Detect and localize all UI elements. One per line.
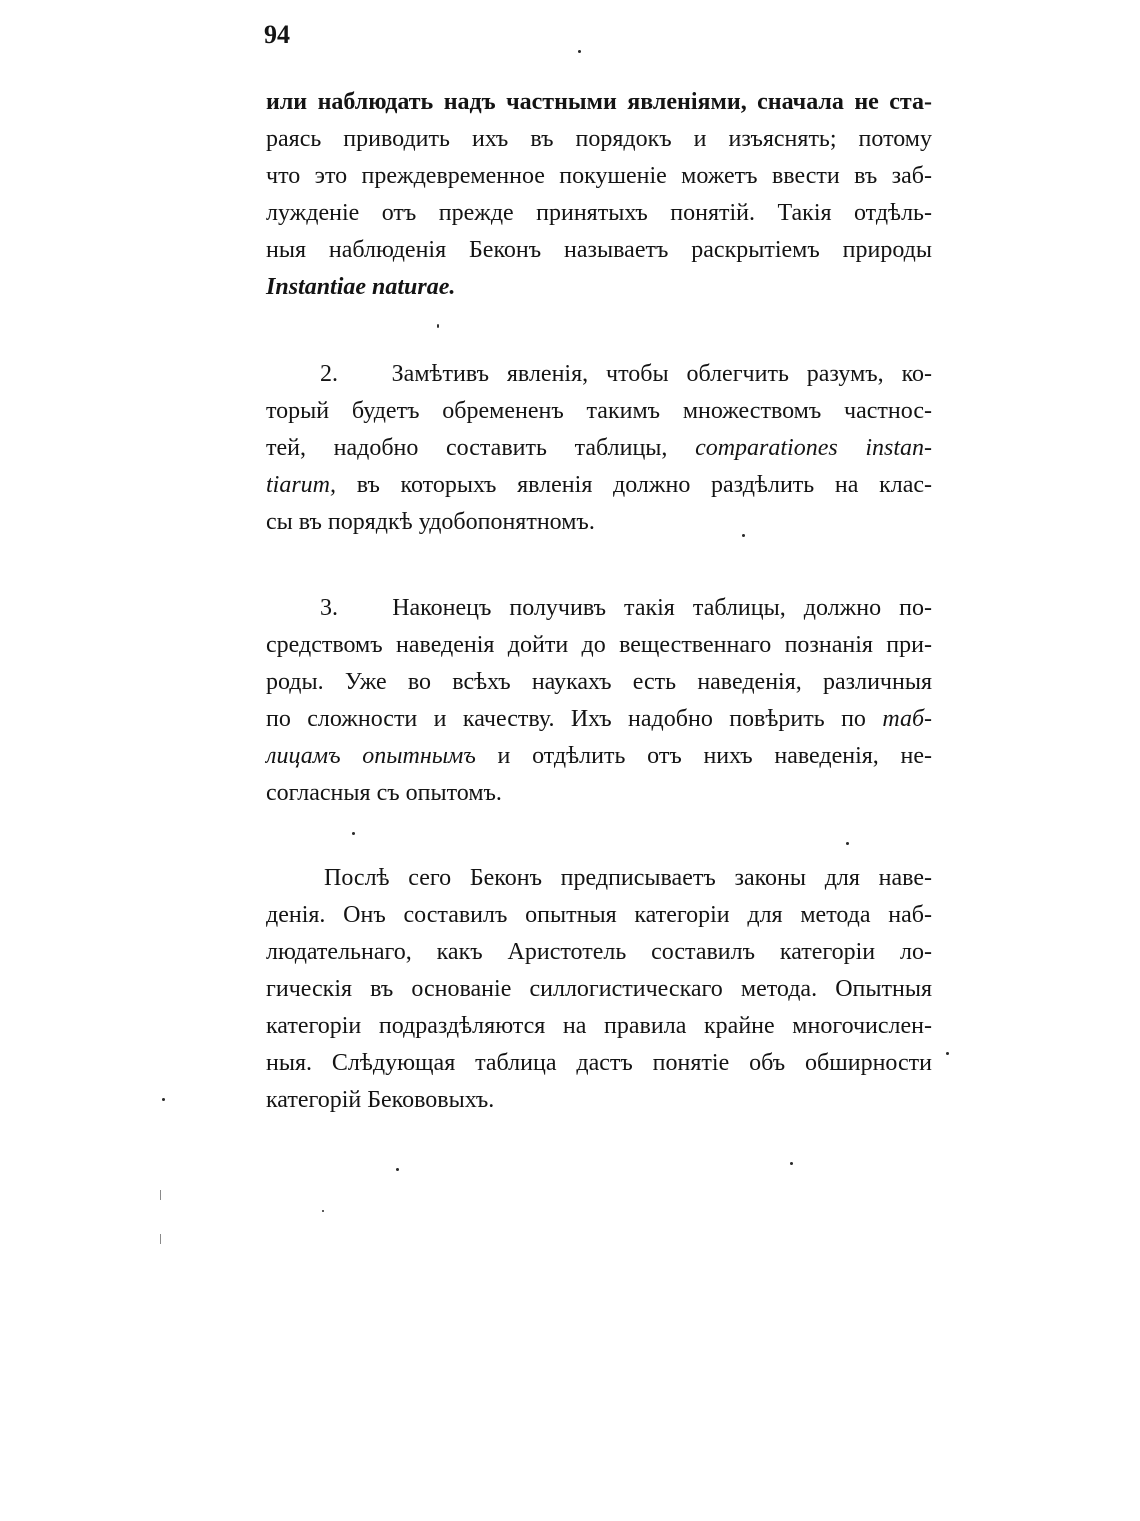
scan-speck [437, 324, 439, 328]
text-line: согласныя съ опытомъ. [266, 780, 502, 806]
text-line [266, 356, 932, 393]
text-fragment: по сложности и качеству. Ихъ надобно повѣрить по [266, 706, 866, 732]
text-line: торый будетъ обремененъ такимъ множествомъ частнос- [266, 398, 932, 424]
text-line: сы въ порядкѣ удобопонятномъ. [266, 509, 595, 535]
text-line [266, 467, 932, 504]
italic-term: таб- [882, 706, 933, 732]
list-marker: 2. [320, 361, 338, 387]
scan-speck [322, 1210, 324, 1212]
scan-speck [352, 832, 355, 835]
text-line: гическія въ основаніе силлогистическаго метода. Опытныя [266, 976, 932, 1002]
text-line: Послѣ сего Беконъ предписываетъ законы для наве- [324, 865, 932, 891]
text-line [266, 701, 932, 738]
text-line [266, 590, 932, 627]
text-fragment: Наконецъ получивъ такія таблицы, должно по- [392, 595, 932, 621]
latin-term: Instantiae naturae. [266, 274, 456, 300]
text-fragment: въ которыхъ явленія должно раздѣлить на клас- [356, 472, 933, 498]
text-line: категоріи подраздѣляются на правила крайне многочислен- [266, 1013, 932, 1039]
text-line: денія. Онъ составилъ опытныя категоріи для метода наб- [266, 902, 932, 928]
text-line [266, 738, 932, 775]
scan-speck [790, 1162, 793, 1165]
text-line: или наблюдать надъ частными явленіями, сначала не ста- [266, 89, 932, 115]
scan-mark [160, 1190, 161, 1200]
scan-speck [162, 1098, 165, 1101]
scan-speck [396, 1168, 399, 1171]
italic-term: лицамъ опытнымъ [266, 743, 476, 769]
scan-speck [846, 842, 849, 845]
text-line: раясь приводить ихъ въ порядокъ и изъяснять; потому [266, 126, 932, 152]
text-fragment: Замѣтивъ явленія, чтобы облегчить разумъ, ко- [391, 361, 932, 387]
text-line [266, 430, 932, 467]
text-line: средствомъ наведенія дойти до вещественнаго познанія при- [266, 632, 932, 658]
text-line: лужденіе отъ прежде принятыхъ понятій. Такія отдѣль- [266, 200, 932, 226]
text-line: роды. Уже во всѣхъ наукахъ есть наведенія, различныя [266, 669, 932, 695]
paragraph-4 [266, 860, 932, 1119]
page-number: 94 [264, 20, 290, 49]
latin-term: tiarum, [266, 472, 337, 498]
paragraph-2 [266, 356, 932, 541]
text-fragment: тей, надобно составить таблицы, [266, 435, 668, 461]
latin-term: comparationes instan- [695, 435, 933, 461]
scan-mark [160, 1234, 161, 1244]
scan-speck [742, 534, 745, 537]
paragraph-3 [266, 590, 932, 812]
text-line: людательнаго, какъ Аристотель составилъ категоріи ло- [266, 939, 932, 965]
scan-speck [578, 50, 581, 53]
text-line: категорій Бекововыхъ. [266, 1087, 495, 1113]
text-line: что это преждевременное покушеніе можетъ ввести въ заб- [266, 163, 932, 189]
list-marker: 3. [320, 595, 338, 621]
text-fragment: и отдѣлить отъ нихъ наведенія, не- [497, 743, 933, 769]
paragraph-1 [266, 84, 932, 306]
text-line: ныя. Слѣдующая таблица дастъ понятіе объ обширности [266, 1050, 932, 1076]
scan-speck [946, 1052, 949, 1055]
text-line: ныя наблюденія Беконъ называетъ раскрытіемъ природы [266, 237, 932, 263]
